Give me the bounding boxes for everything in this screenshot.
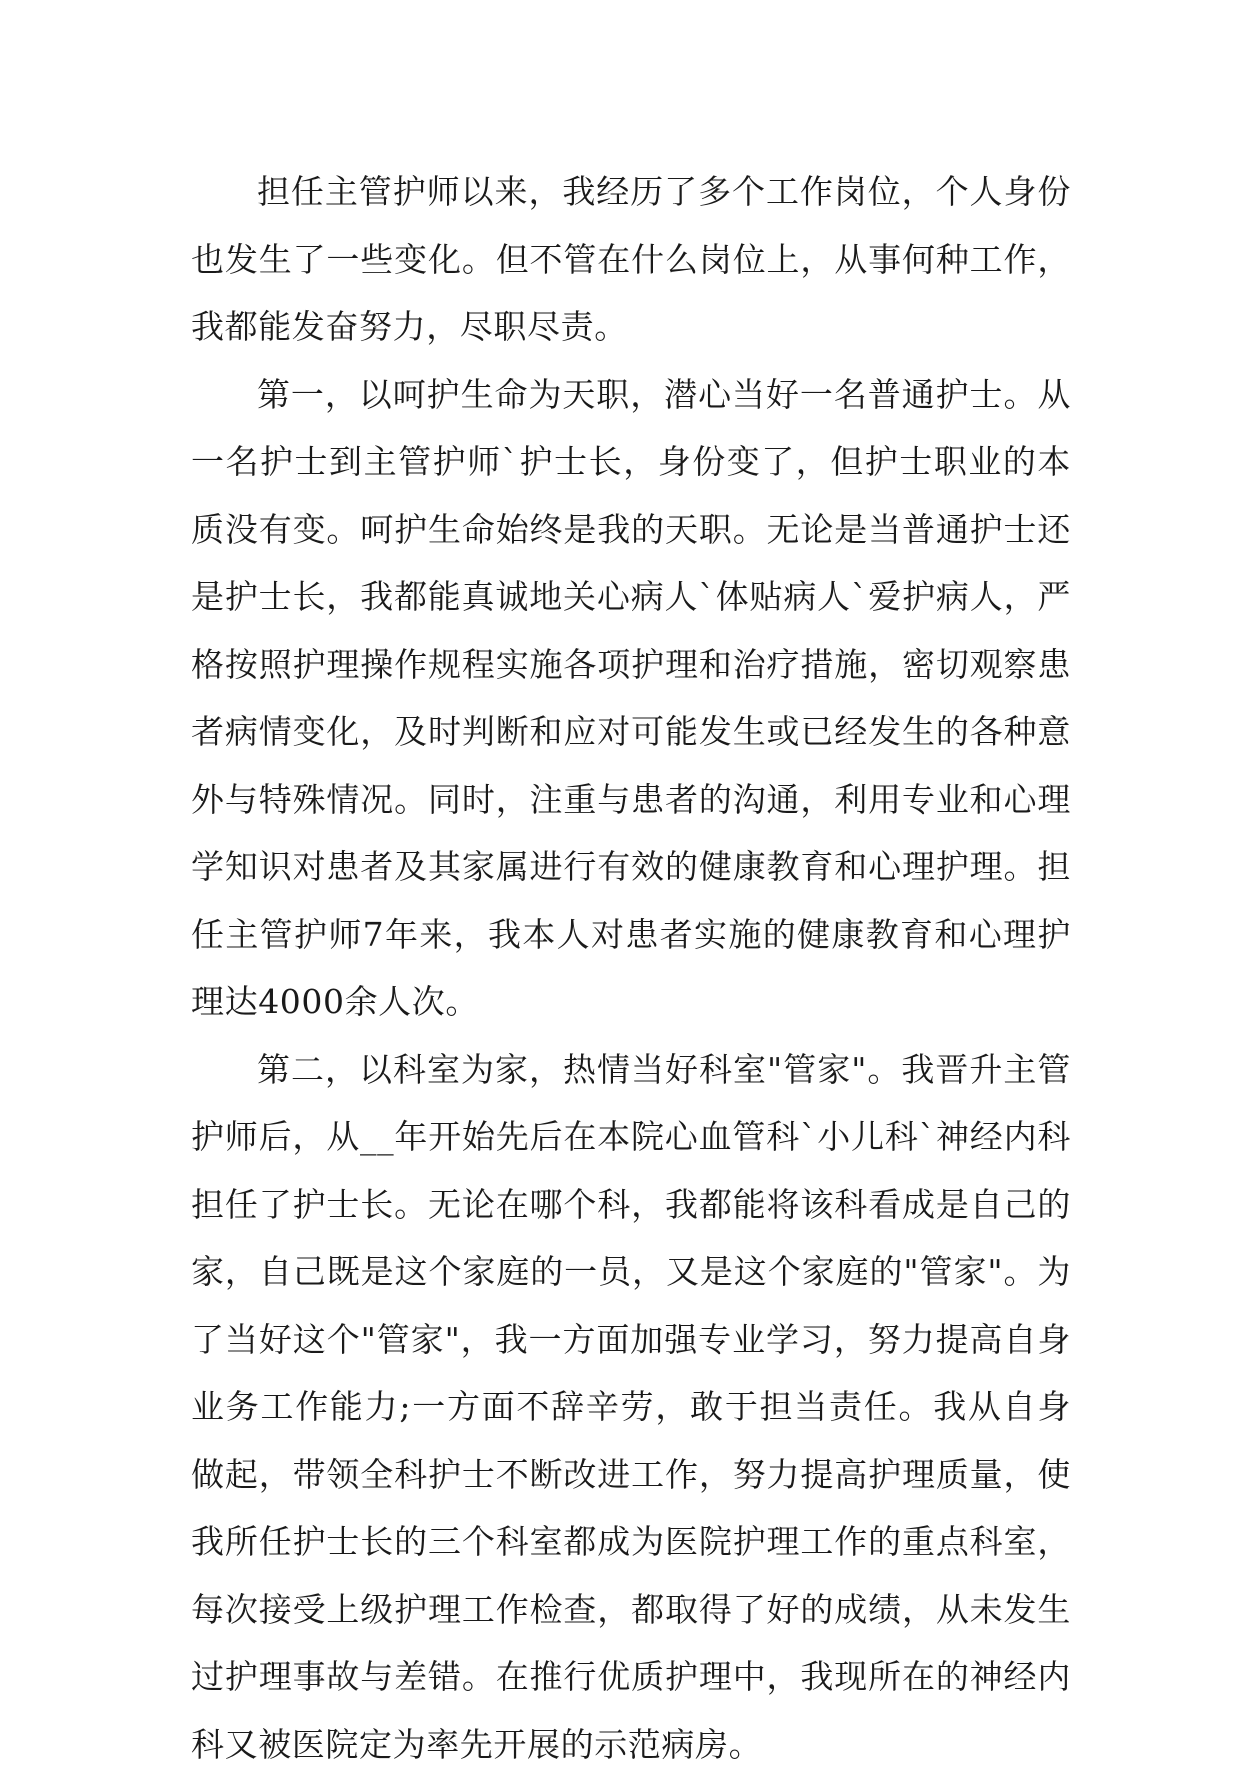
paragraph-second-point: 第二，以科室为家，热情当好科室"管家"。我晋升主管护师后，从__年开始先后在本院心血管科`小儿科`神经内科担任了护士长。无论在哪个科，我都能将该科看成是自己的家，自己既是这个家庭的一员，又是这个家庭的"管家"。为了当好这个"管家"，我一方面加强专业学习，努力提高自身业务工作能力;一方面不辞辛劳，敢于担当责任。我从自身做起，带领全科护士不断改进工作，努力提高护理质量，使我所任护士长的三个科室都成为医院护理工作的重点科室，每次接受上级护理工作检查，都取得了好的成绩，从未发生过护理事故与差错。在推行优质护理中，我现所在的神经内科又被医院定为率先开展的示范病房。 — [191, 1036, 1071, 1778]
document-body — [191, 158, 1071, 1778]
paragraph-first-point: 第一，以呵护生命为天职，潜心当好一名普通护士。从一名护士到主管护师`护士长，身份变了，但护士职业的本质没有变。呵护生命始终是我的天职。无论是当普通护士还是护士长，我都能真诚地关心病人`体贴病人`爱护病人，严格按照护理操作规程实施各项护理和治疗措施，密切观察患者病情变化，及时判断和应对可能发生或已经发生的各种意外与特殊情况。同时，注重与患者的沟通，利用专业和心理学知识对患者及其家属进行有效的健康教育和心理护理。担任主管护师7年来，我本人对患者实施的健康教育和心理护理达4000余人次。 — [191, 361, 1071, 1036]
paragraph-intro: 担任主管护师以来，我经历了多个工作岗位，个人身份也发生了一些变化。但不管在什么岗位上，从事何种工作，我都能发奋努力，尽职尽责。 — [191, 158, 1071, 361]
